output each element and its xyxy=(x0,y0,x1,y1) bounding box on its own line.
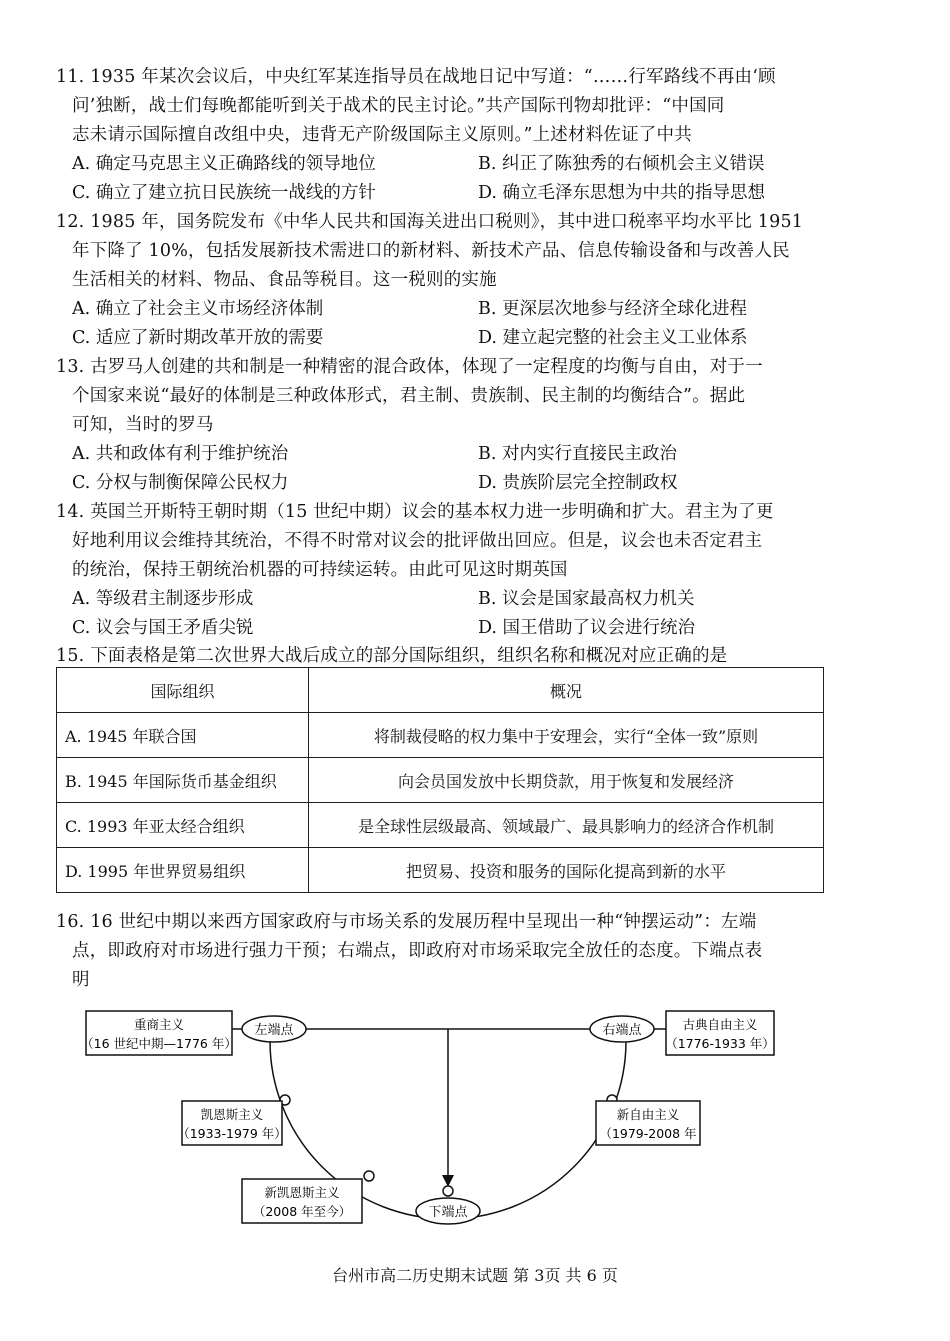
q11-option-b: B. 纠正了陈独秀的右倾机会主义错误 xyxy=(478,154,765,174)
q14-option-a: A. 等级君主制逐步形成 xyxy=(72,589,254,609)
q14-option-d: D. 国王借助了议会进行统治 xyxy=(478,618,696,638)
new-keynesianism-period: （2008 年至今） xyxy=(252,1204,352,1219)
table-header-desc: 概况 xyxy=(309,668,824,713)
q13-option-c: C. 分权与制衡保障公民权力 xyxy=(72,473,289,493)
table-cell-org: A. 1945 年联合国 xyxy=(57,713,309,758)
page-footer: 台州市高二历史期末试题 第 3页 共 6 页 xyxy=(332,1266,618,1285)
q14-option-c: C. 议会与国王矛盾尖锐 xyxy=(72,618,254,638)
pendulum-diagram xyxy=(80,1005,780,1245)
bottom-end-label: 下端点 xyxy=(428,1205,468,1220)
table-cell-desc: 将制裁侵略的权力集中于安理会，实行“全体一致”原则 xyxy=(309,713,824,758)
classical-liberalism-period: （1776-1933 年） xyxy=(665,1036,775,1051)
new-keynesianism-name: 新凯恩斯主义 xyxy=(264,1185,340,1200)
keynesianism-name: 凯恩斯主义 xyxy=(200,1107,264,1122)
q12-option-d: D. 建立起完整的社会主义工业体系 xyxy=(478,328,748,348)
q11-option-d: D. 确立毛泽东思想为中共的指导思想 xyxy=(478,183,766,203)
table-header-row xyxy=(57,668,824,713)
q12-line-1: 12. 1985 年，国务院发布《中华人民共和国海关进出口税则》，其中进口税率平均水平比 1951 xyxy=(56,212,804,232)
q14-line-3: 的统治，保持王朝统治机器的可持续运转。由此可见这时期英国 xyxy=(72,560,568,580)
bottom-node xyxy=(443,1186,453,1196)
table-cell-org: D. 1995 年世界贸易组织 xyxy=(57,848,309,893)
q12-line-2: 年下降了 10%，包括发展新技术需进口的新材料、新技术产品、信息传输设备和与改善人民 xyxy=(72,241,790,261)
q12-line-3: 生活相关的材料、物品、食品等税目。这一税则的实施 xyxy=(72,270,497,290)
table-row xyxy=(57,803,824,848)
q11-line-2: 问’独断，战士们每晚都能听到关于战术的民主讨论。”共产国际刊物却批评：“中国同 xyxy=(72,96,725,116)
q11-line-1: 11. 1935 年某次会议后，中央红军某连指导员在战地日记中写道：“……行军路线不再由‘顾 xyxy=(56,67,776,87)
q16-line-3: 明 xyxy=(72,970,90,990)
q13-line-3: 可知，当时的罗马 xyxy=(72,415,214,435)
q13-option-a: A. 共和政体有利于维护统治 xyxy=(72,444,289,464)
q13-line-2: 个国家来说“最好的体制是三种政体形式，君主制、贵族制、民主制的均衡结合”。据此 xyxy=(72,386,746,406)
keynesianism-period: （1933-1979 年） xyxy=(177,1126,287,1141)
table-row xyxy=(57,713,824,758)
left-end-label: 左端点 xyxy=(254,1023,294,1038)
arrow-head xyxy=(442,1175,454,1187)
neoliberalism-name: 新自由主义 xyxy=(616,1107,680,1122)
mercantilism-period: （16 世纪中期—1776 年） xyxy=(81,1036,237,1051)
table-cell-desc: 把贸易、投资和服务的国际化提高到新的水平 xyxy=(309,848,824,893)
table-cell-desc: 向会员国发放中长期贷款，用于恢复和发展经济 xyxy=(309,758,824,803)
right-end-label: 右端点 xyxy=(602,1023,642,1038)
q14-option-b: B. 议会是国家最高权力机关 xyxy=(478,589,695,609)
q15-stem: 15. 下面表格是第二次世界大战后成立的部分国际组织，组织名称和概况对应正确的是 xyxy=(56,646,728,666)
q16-line-2: 点，即政府对市场进行强力干预；右端点，即政府对市场采取完全放任的态度。下端点表 xyxy=(72,941,763,961)
q12-option-a: A. 确立了社会主义市场经济体制 xyxy=(72,299,324,319)
q11-option-c: C. 确立了建立抗日民族统一战线的方针 xyxy=(72,183,376,203)
q12-option-c: C. 适应了新时期改革开放的需要 xyxy=(72,328,324,348)
mercantilism-name: 重商主义 xyxy=(133,1017,185,1032)
table-row xyxy=(57,848,824,893)
q13-line-1: 13. 古罗马人创建的共和制是一种精密的混合政体，体现了一定程度的均衡与自由，对于一 xyxy=(56,357,763,377)
table-cell-desc: 是全球性层级最高、领域最广、最具影响力的经济合作机制 xyxy=(309,803,824,848)
classical-liberalism-name: 古典自由主义 xyxy=(682,1017,758,1032)
q14-line-1: 14. 英国兰开斯特王朝时期（15 世纪中期）议会的基本权力进一步明确和扩大。君主为了更 xyxy=(56,502,774,522)
q12-option-b: B. 更深层次地参与经济全球化进程 xyxy=(478,299,747,319)
table-header-org: 国际组织 xyxy=(57,668,309,713)
table-cell-org: B. 1945 年国际货币基金组织 xyxy=(57,758,309,803)
q13-option-b: B. 对内实行直接民主政治 xyxy=(478,444,677,464)
q11-option-a: A. 确定马克思主义正确路线的领导地位 xyxy=(72,154,376,174)
q13-option-d: D. 贵族阶层完全控制政权 xyxy=(478,473,678,493)
q15-table xyxy=(56,667,824,893)
q16-line-1: 16. 16 世纪中期以来西方国家政府与市场关系的发展历程中呈现出一种“钟摆运动”：左端 xyxy=(56,912,757,932)
q14-line-2: 好地利用议会维持其统治，不得不时常对议会的批评做出回应。但是，议会也未否定君主 xyxy=(72,531,763,551)
table-row xyxy=(57,758,824,803)
keynes-node xyxy=(364,1171,374,1181)
neoliberalism-period: （1979-2008 年 xyxy=(599,1126,697,1141)
table-cell-org: C. 1993 年亚太经合组织 xyxy=(57,803,309,848)
q11-line-3: 志未请示国际擅自改组中央，违背无产阶级国际主义原则。”上述材料佐证了中共 xyxy=(72,125,692,145)
